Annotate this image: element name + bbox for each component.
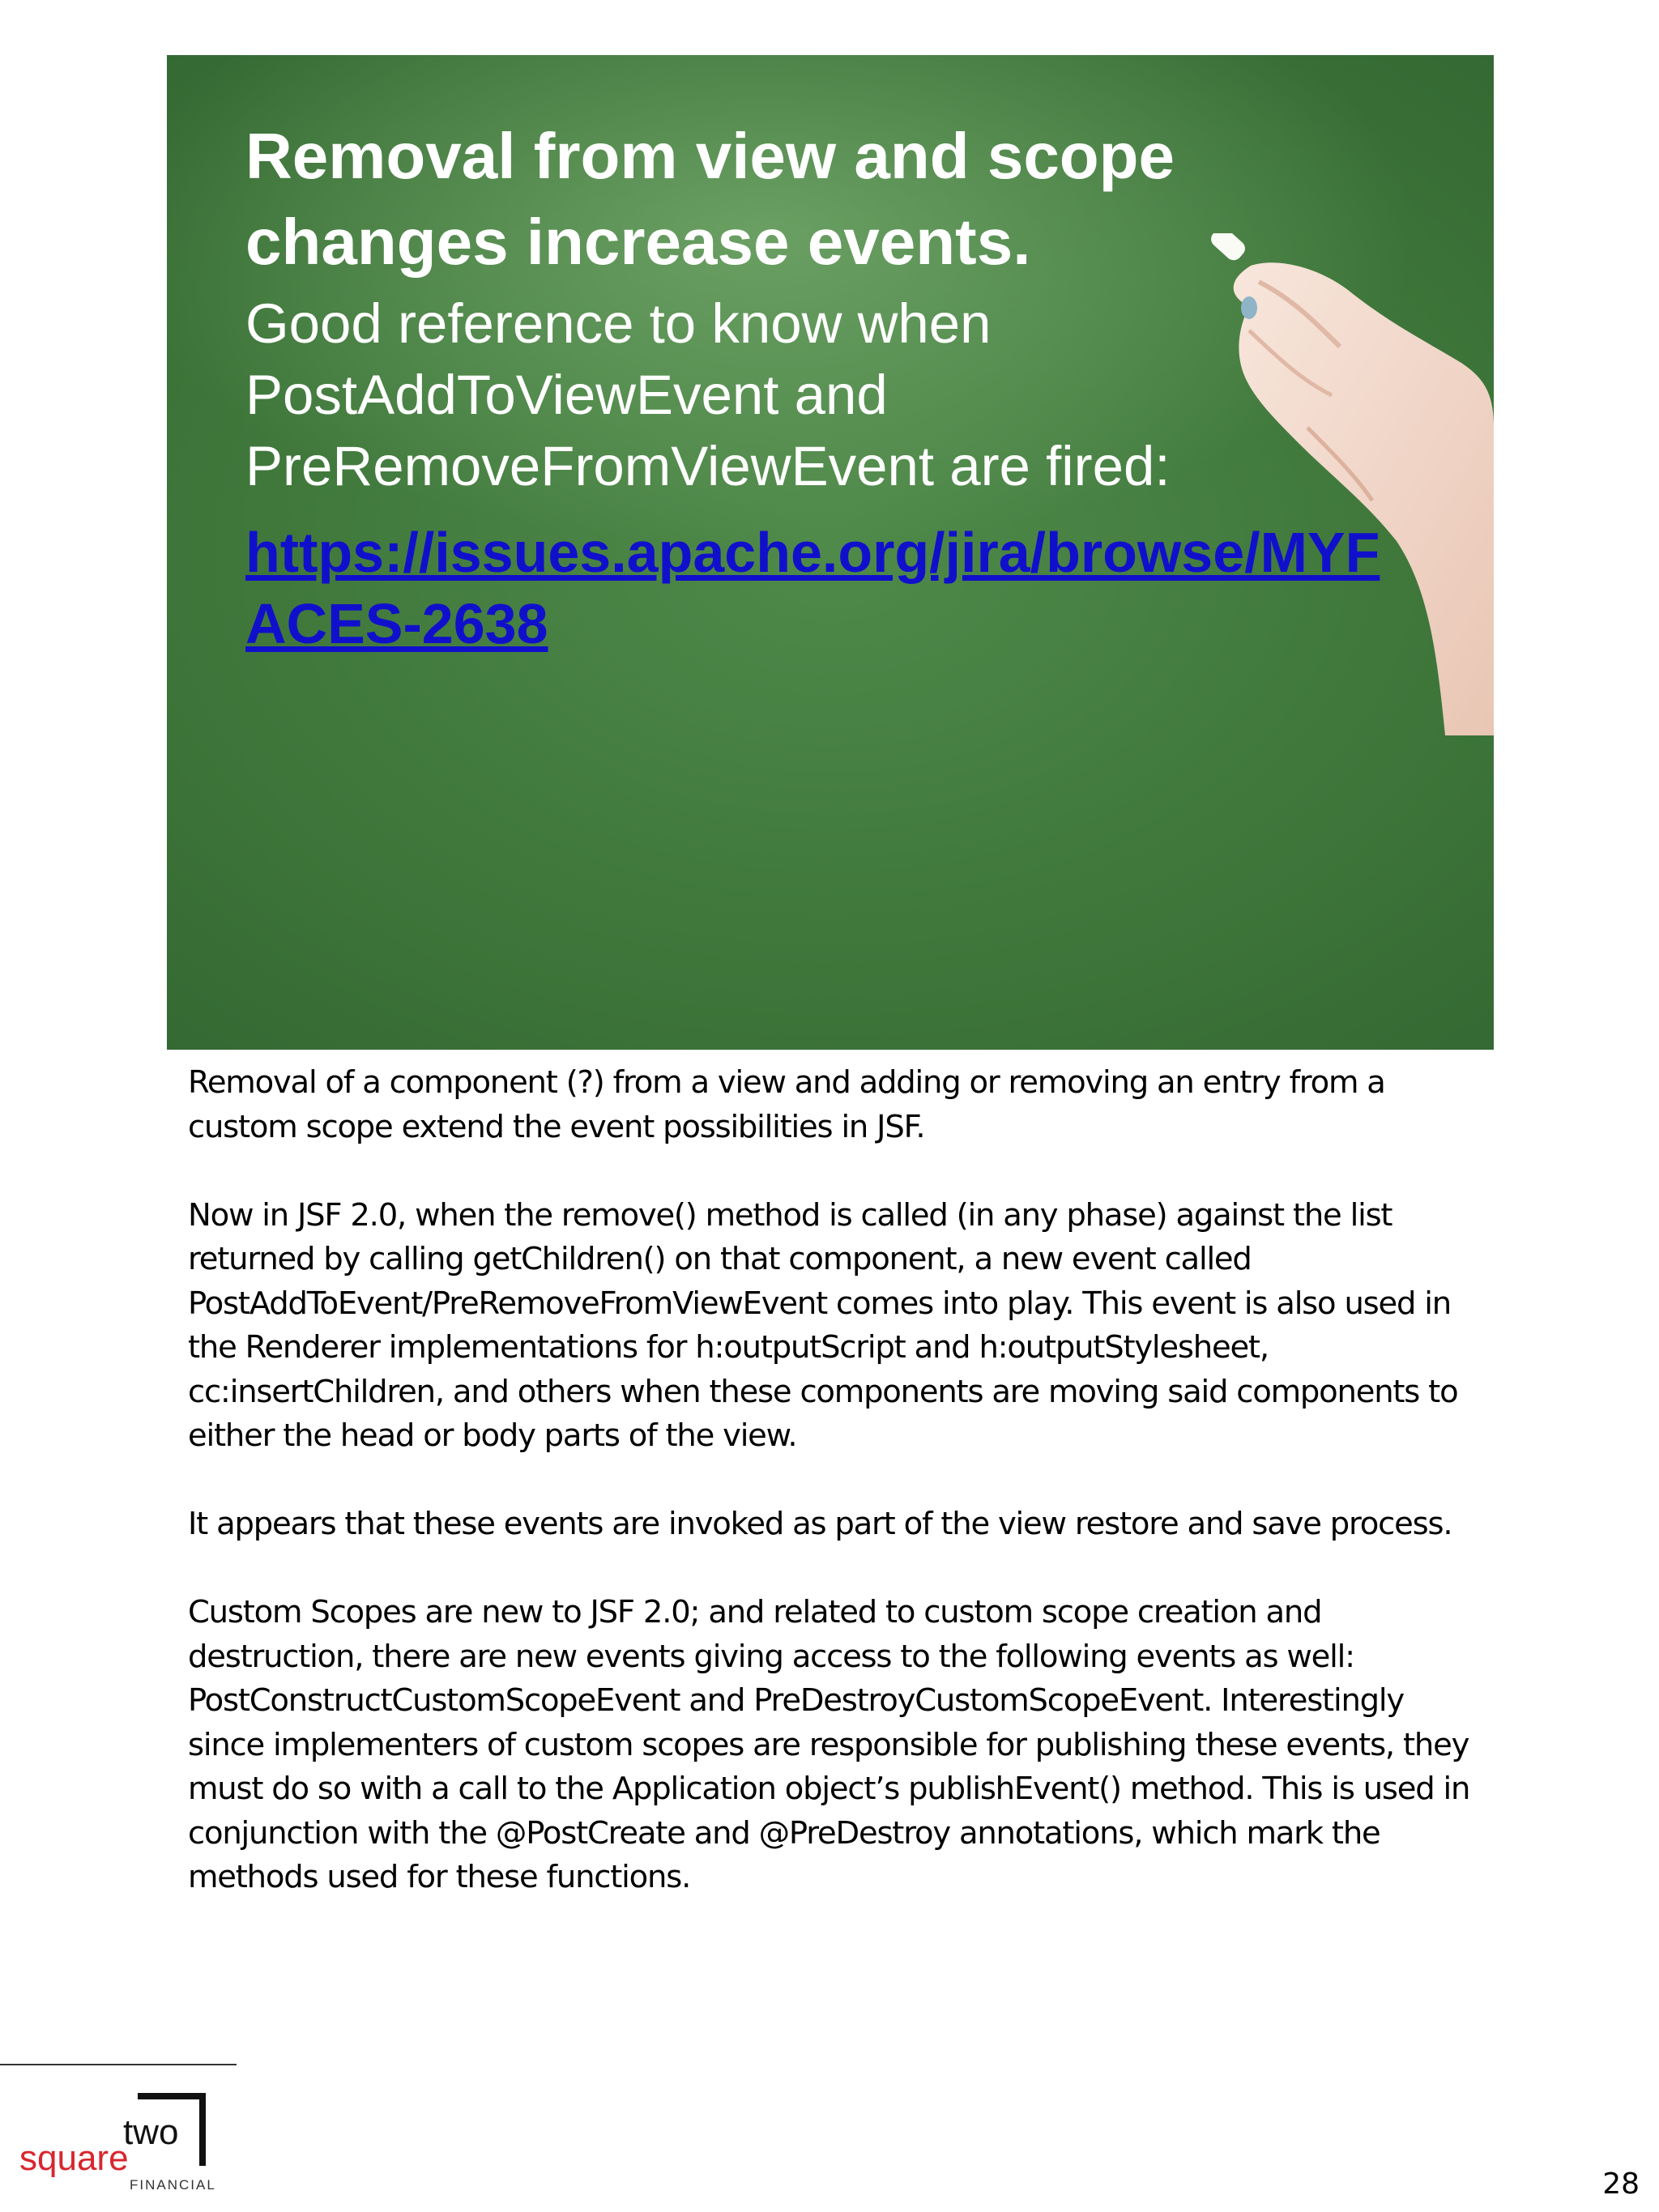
notes-paragraph: Custom Scopes are new to JSF 2.0; and related to custom scope creation and destruction, there are new events giving access to the following events as well: PostConstructCustomScopeEvent and PreDestroyCustomScopeEvent. Interestingly since implementers of custom scopes are responsible for publishing these events, they must do so with a call to the Application object’s publishEvent() method. This is used in conjunction with the @PostCreate and @PreDestroy annotations, which mark the methods used for these functions. [188,1594,1470,1895]
notes-paragraph: Removal of a component (?) from a view and adding or removing an entry from a custom scope extend the event possibilities in JSF. [188,1064,1385,1145]
slide-image [167,55,1494,1050]
notes-paragraph: It appears that these events are invoked as part of the view restore and save process. [188,1506,1452,1542]
slide-title-line1: Removal from view and scope [245,120,1175,192]
logo-square-text: square [19,2138,129,2178]
notes-paragraph: Now in JSF 2.0, when the remove() method is called (in any phase) against the list returned by calling getChildren() on that component, a new event called PostAddToEvent/PreRemoveFromViewEvent comes into play. This event is also used in the Renderer implementations for h:outputScript and h:outputStylesheet, cc:insertChildren, and others when these components are moving said components to either the head or body parts of the view. [188,1196,1458,1454]
slide-subtitle: Good reference to know when PostAddToViewEvent and PreRemoveFromViewEvent are fired: [245,292,1171,497]
slide-title-line2: changes increase events. [245,206,1031,278]
logo-financial-text: FINANCIAL [130,2177,216,2193]
logo-divider [0,2064,237,2065]
slide-title [245,113,1396,285]
page-number: 28 [1602,2167,1640,2201]
speaker-notes [188,1061,1484,1944]
reference-link[interactable]: https://issues.apache.org/jira/browse/MYFACES-2638 [245,521,1380,655]
company-logo [0,2064,237,2212]
logo-two-text: two [123,2112,179,2152]
